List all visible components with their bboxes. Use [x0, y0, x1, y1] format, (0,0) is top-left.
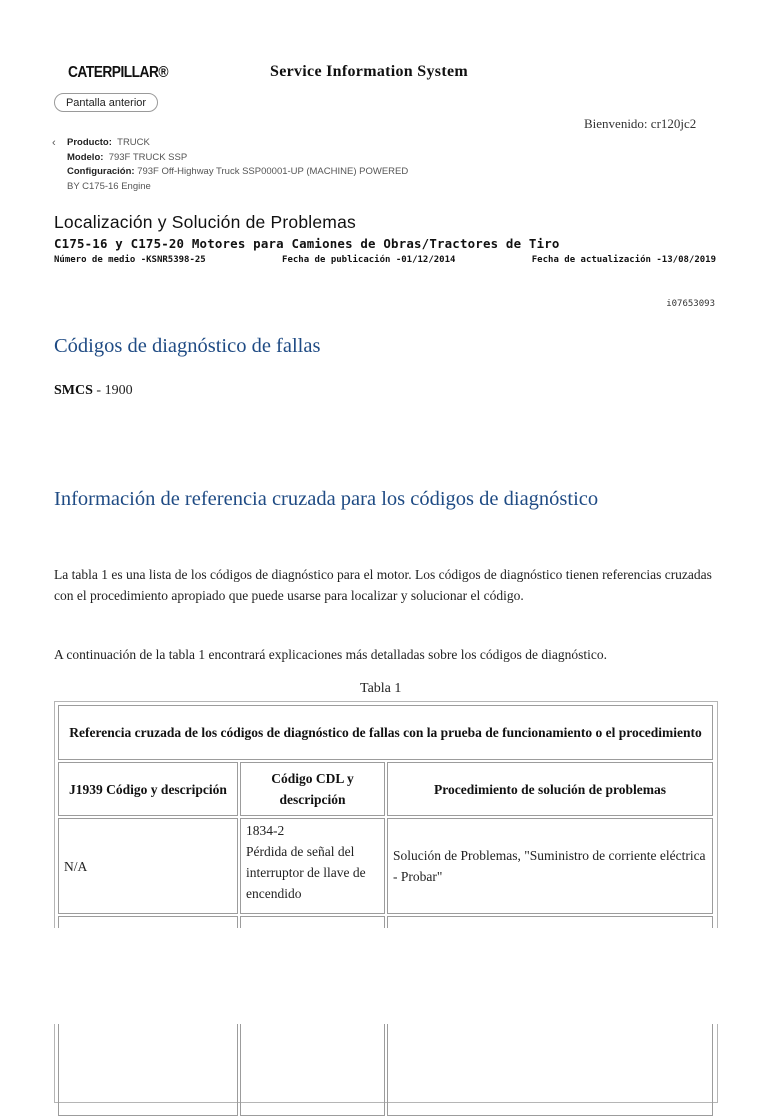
cell-procedure: Solución de Problemas, "Suministro de corriente eléctrica - Probar": [387, 818, 713, 914]
caterpillar-logo: CATERPILLAR®: [68, 64, 169, 81]
config-row-cont: [54, 180, 408, 195]
config-label: Configuración:: [67, 166, 135, 177]
intro-paragraph: La tabla 1 es una lista de los códigos de diagnóstico para el motor. Los códigos de diagnóstico tienen referencias cruzadas con el procedimiento apropiado que puede usarse para localizar y solucionar el código.: [54, 567, 712, 603]
followup-paragraph: A continuación de la tabla 1 encontrará explicaciones más detalladas sobre los códigos de diagnóstico.: [54, 647, 607, 662]
modelo-value: 793F TRUCK SSP: [108, 151, 188, 163]
table-caption: Tabla 1: [360, 681, 402, 696]
smcs-line: [54, 383, 133, 399]
cdl-code: 1834-2: [246, 823, 285, 838]
cdl-description: Pérdida de señal del interruptor de llave de encendido: [246, 844, 366, 901]
viewport-bottom-mask: [0, 928, 768, 1024]
document-title: Localización y Solución de Problemas: [54, 212, 356, 232]
config-value: 793F Off-Highway Truck SSP00001-UP (MACHINE) POWERED: [137, 166, 409, 177]
header-cdl: Código CDL y descripción: [240, 762, 385, 816]
subsection-heading: Información de referencia cruzada para los códigos de diagnóstico: [54, 488, 599, 510]
product-info: [54, 136, 408, 194]
welcome-text: Bienvenido: cr120jc2: [584, 116, 697, 131]
cell-cdl: [240, 818, 385, 914]
smcs-value: - 1900: [92, 383, 133, 398]
app-title: Service Information System: [270, 63, 468, 80]
update-date: Fecha de actualización -13/08/2019: [531, 255, 716, 265]
document-subtitle: C175-16 y C175-20 Motores para Camiones de Obras/Tractores de Tiro: [54, 236, 560, 251]
modelo-row: [54, 151, 408, 166]
back-button[interactable]: Pantalla anterior: [54, 93, 158, 112]
cell-j1939: N/A: [58, 818, 238, 914]
config-value-cont: BY C175-16 Engine: [67, 180, 151, 192]
media-number: Número de medio -KSNR5398-25: [54, 255, 206, 265]
table-title: Referencia cruzada de los códigos de diagnóstico de fallas con la prueba de funcionamiento o el procedimiento: [58, 705, 713, 760]
config-row: [54, 165, 408, 180]
diagnostic-table: [54, 701, 718, 1103]
reference-id: i07653093: [666, 299, 715, 309]
modelo-label: Modelo:: [67, 151, 104, 163]
producto-row: [54, 136, 408, 151]
producto-label: Producto:: [67, 137, 112, 148]
header-procedure: Procedimiento de solución de problemas: [387, 762, 713, 816]
section-heading: Códigos de diagnóstico de fallas: [54, 335, 321, 357]
producto-value: TRUCK: [117, 137, 150, 148]
publication-date: Fecha de publicación -01/12/2014: [282, 255, 456, 265]
header-j1939: J1939 Código y descripción: [58, 762, 238, 816]
smcs-label: SMCS: [54, 383, 93, 398]
document-meta: [54, 255, 716, 265]
chevron-left-icon[interactable]: ‹: [52, 137, 56, 149]
